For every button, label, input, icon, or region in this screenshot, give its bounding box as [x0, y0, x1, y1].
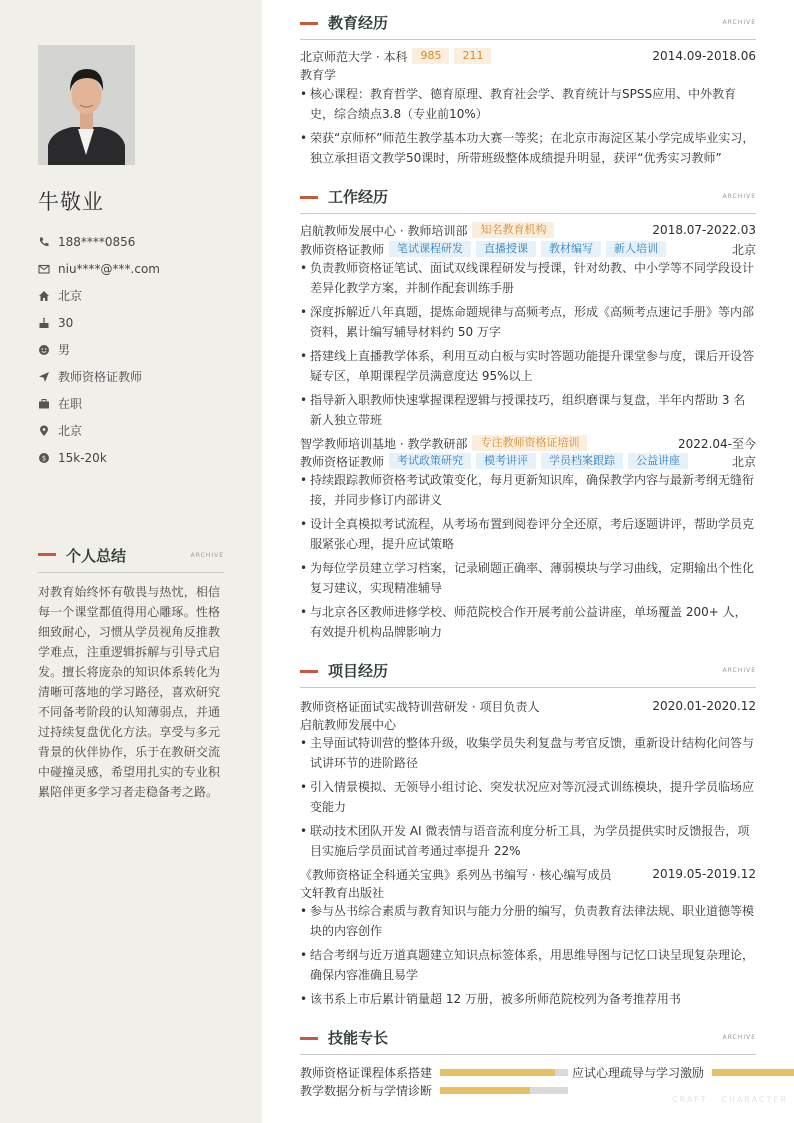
- skill-name: 应试心理疏导与学习激励: [572, 1065, 705, 1080]
- org-tag: 专注教师资格证培训: [472, 435, 587, 451]
- list-item: • 该书系上市后累计销量超 12 万册，被多所师范院校列为备考推荐用书: [300, 989, 756, 1009]
- gender-icon: [38, 344, 50, 356]
- summary-text: 对教育始终怀有敬畏与热忱，相信每一个课堂都值得用心雕琢。性格细致耐心，习惯从学员视角反推教学难点，注重逻辑拆解与引导式启发。擅长将庞杂的知识体系转化为清晰可落地的学习路径，喜欢研究不同备考阶段的认知薄弱点，并通过持续复盘优化方法。享受与多元背景的伙伴协作，乐于在教研交流中碰撞灵感，希望用扎实的专业积累陪伴更多学习者走稳备考之路。: [38, 585, 220, 799]
- project-org: 启航教师发展中心: [300, 717, 397, 732]
- skill-bar-fill: [712, 1069, 794, 1076]
- list-item: • 持续跟踪教师资格考试政策变化，每月更新知识库，确保教学内容与最新考纲无缝衔接，并同步修订内部讲义: [300, 470, 756, 510]
- archive-label: ARCHIVE: [722, 19, 756, 26]
- archive-label: ARCHIVE: [722, 1034, 756, 1041]
- project-org: 文轩教育出版社: [300, 885, 385, 900]
- list-item: • 联动技术团队开发 AI 微表情与语音流利度分析工具，为学员提供实时反馈报告，项目实施后学员面试首考通过率提升 22%: [300, 821, 756, 861]
- work-section-header: [300, 186, 756, 214]
- education-school-row: [300, 47, 756, 65]
- gender-text: 男: [58, 343, 71, 357]
- job-city: 北京: [731, 242, 756, 257]
- education-major-row: [300, 65, 756, 83]
- info-home: [38, 282, 238, 309]
- project-org-row: [300, 883, 756, 901]
- info-age: [38, 309, 238, 336]
- skill-bar-fill: [440, 1069, 555, 1076]
- profile-photo: [38, 45, 135, 165]
- job-date: 2018.07-2022.03: [652, 223, 756, 237]
- section-accent-bar: [300, 22, 318, 25]
- info-status: [38, 390, 238, 417]
- send-icon: [38, 371, 50, 383]
- school-name: 北京师范大学 · 本科: [300, 49, 408, 64]
- list-item: • 深度拆解近八年真题，提炼命题规律与高频考点，形成《高频考点速记手册》等内部资料，累计编写辅导材料约 50 万字: [300, 302, 756, 342]
- skill-bar: [712, 1069, 794, 1076]
- school-tag: 211: [454, 48, 491, 64]
- skills-title: 技能专长: [328, 1029, 389, 1047]
- job-org: 智学教师培训基地 · 教学教研部: [300, 436, 468, 451]
- svg-text:$: $: [41, 454, 47, 463]
- archive-label: ARCHIVE: [722, 193, 756, 200]
- sidebar: [0, 0, 262, 1123]
- list-item: • 设计全真模拟考试流程，从考场布置到阅卷评分全还原，考后逐题讲评，帮助学员克服紧张心理，提升应试策略: [300, 514, 756, 554]
- job-org: 启航教师发展中心 · 教师培训部: [300, 223, 468, 238]
- section-accent-bar: [38, 553, 56, 556]
- watermark: CRAFT · CHARACTER: [672, 1095, 788, 1104]
- project-name: 教师资格证面试实战特训营研发 · 项目负责人: [300, 699, 540, 714]
- section-accent-bar: [300, 196, 318, 199]
- briefcase-icon: [38, 398, 50, 410]
- job-org-row: [300, 221, 756, 239]
- archive-label: ARCHIVE: [190, 552, 224, 559]
- job-role: 教师资格证教师: [300, 454, 385, 469]
- skill-name: 教师资格证课程体系搭建: [300, 1065, 433, 1080]
- list-item: • 结合考纲与近万道真题建立知识点标签体系，用思维导图与记忆口诀呈现复杂理论，确保内容准确且易学: [300, 945, 756, 985]
- email-icon: [38, 263, 50, 275]
- status-text: 在职: [58, 397, 83, 411]
- list-item: • 引入情景模拟、无领导小组讨论、突发状况应对等沉浸式训练模块，提升学员临场应变能力: [300, 777, 756, 817]
- job-role: 教师资格证教师: [300, 242, 385, 257]
- skill-tag: 新人培训: [606, 241, 666, 257]
- email-text: niu****@***.com: [58, 261, 160, 276]
- project-bullets: [300, 901, 756, 1013]
- section-accent-bar: [300, 1037, 318, 1040]
- job-org-row: [300, 434, 756, 452]
- summary-section-header: [38, 545, 224, 573]
- skill-tag: 直播授课: [476, 241, 536, 257]
- location-text: 北京: [58, 424, 83, 438]
- education-title: 教育经历: [328, 14, 389, 32]
- major: 教育学: [300, 67, 337, 82]
- skill-tag: 考试政策研究: [389, 453, 471, 469]
- job-target-text: 教师资格证教师: [58, 370, 143, 384]
- education-bullets: [300, 84, 756, 172]
- job-city: 北京: [731, 454, 756, 469]
- phone-text: 188****0856: [58, 234, 136, 249]
- home-icon: [38, 290, 50, 302]
- archive-label: ARCHIVE: [722, 667, 756, 674]
- work-title: 工作经历: [328, 188, 389, 206]
- list-item: • 负责教师资格证笔试、面试双线课程研发与授课，针对幼教、中小学等不同学段设计差异化教学方案，并制作配套训练手册: [300, 258, 756, 298]
- job-role-row: [300, 240, 756, 258]
- job-bullets: [300, 470, 756, 646]
- location-pin-icon: [38, 425, 50, 437]
- list-item: • 为每位学员建立学习档案，记录刷题正确率、薄弱模块与学习曲线，定期输出个性化复习建议，实现精准辅导: [300, 558, 756, 598]
- skill-row: [300, 1063, 794, 1081]
- project-date: 2019.05-2019.12: [652, 867, 756, 881]
- phone-icon: [38, 236, 50, 248]
- skill-tag: 教材编写: [541, 241, 601, 257]
- projects-title: 项目经历: [328, 662, 389, 680]
- skill-bar: [440, 1069, 568, 1076]
- skill-name: 教学数据分析与学情诊断: [300, 1083, 433, 1098]
- info-phone: [38, 228, 238, 255]
- info-salary: [38, 444, 238, 471]
- list-item: • 搭建线上直播教学体系，利用互动白板与实时答题功能提升课堂参与度，课后开设答疑专区，单期课程学员满意度达 95%以上: [300, 346, 756, 386]
- skill-tag: 学员档案跟踪: [541, 453, 623, 469]
- skill-tag: 笔试课程研发: [389, 241, 471, 257]
- list-item: • 指导新入职教师快速掌握课程逻辑与授课技巧，组织磨课与复盘，半年内帮助 3 名新人独立带班: [300, 390, 756, 430]
- skills-section-header: [300, 1027, 756, 1055]
- org-tag: 知名教育机构: [472, 222, 554, 238]
- skill-tag: 模考讲评: [476, 453, 536, 469]
- salary-text: 15k-20k: [58, 450, 107, 465]
- info-job-target: [38, 363, 238, 390]
- skill-tag: 公益讲座: [628, 453, 688, 469]
- project-org-row: [300, 715, 756, 733]
- project-name-row: [300, 865, 756, 883]
- list-item: • 参与丛书综合素质与教育知识与能力分册的编写，负责教育法律法规、职业道德等模块的内容创作: [300, 901, 756, 941]
- section-accent-bar: [300, 670, 318, 673]
- contact-info-list: [38, 228, 238, 471]
- project-date: 2020.01-2020.12: [652, 699, 756, 713]
- education-date: 2014.09-2018.06: [652, 49, 756, 63]
- candidate-name: 牛敬业: [38, 190, 104, 214]
- project-name-row: [300, 697, 756, 715]
- job-date: 2022.04-至今: [678, 436, 756, 451]
- projects-section-header: [300, 660, 756, 688]
- summary-title: 个人总结: [66, 547, 127, 565]
- cake-icon: [38, 317, 50, 329]
- skill-bar-fill: [440, 1087, 530, 1094]
- job-role-row: [300, 452, 756, 470]
- info-email: [38, 255, 238, 282]
- list-item: • 主导面试特训营的整体升级，收集学员失利复盘与考官反馈，重新设计结构化问答与试讲环节的进阶路径: [300, 733, 756, 773]
- project-bullets: [300, 733, 756, 865]
- job-bullets: [300, 258, 756, 434]
- info-gender: [38, 336, 238, 363]
- info-location: [38, 417, 238, 444]
- skill-bar: [440, 1087, 568, 1094]
- home-text: 北京: [58, 289, 83, 303]
- school-tag: 985: [412, 48, 449, 64]
- education-section-header: [300, 12, 756, 40]
- list-item: • 核心课程：教育哲学、德育原理、教育社会学、教育统计与SPSS应用、中外教育史，综合绩点3.8（专业前10%）: [300, 84, 756, 124]
- age-text: 30: [58, 315, 74, 330]
- project-name: 《教师资格证全科通关宝典》系列丛书编写 · 核心编写成员: [300, 867, 612, 882]
- list-item: • 与北京各区教师进修学校、师范院校合作开展考前公益讲座，单场覆盖 200+ 人，有效提升机构品牌影响力: [300, 602, 756, 642]
- salary-icon: [38, 452, 50, 464]
- list-item: • 荣获“京师杯”师范生教学基本功大赛一等奖；在北京市海淀区某小学完成毕业实习，独立承担语文教学50课时，所带班级整体成绩提升明显，获评“优秀实习教师”: [300, 128, 756, 168]
